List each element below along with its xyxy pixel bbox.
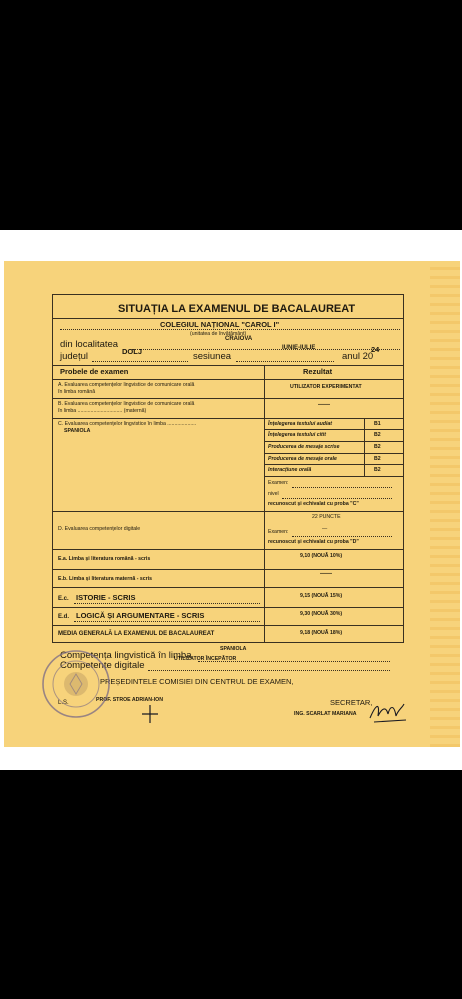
row-ec-subject: ISTORIE - SCRIS	[76, 593, 136, 602]
row-c-level-divider	[364, 418, 365, 476]
skill-line	[264, 441, 404, 442]
row-a-label-1: A. Evaluarea competențelor lingvistice de comunicare orală	[58, 382, 195, 388]
skill-line	[264, 453, 404, 454]
column-result-header: Rezultat	[303, 367, 333, 376]
competence-dig-dots	[148, 670, 390, 671]
row-b-label-1: B. Evaluarea competențelor lingvistice de comunicare orală	[58, 401, 195, 407]
row-ed-subject: LOGICĂ ȘI ARGUMENTARE - SCRIS	[76, 611, 205, 620]
paper-torn-edge	[430, 261, 460, 747]
school-caption: (unitatea de învățământ)	[190, 331, 247, 337]
skill-level: B2	[374, 467, 381, 473]
row-c-level-dots	[282, 498, 392, 499]
row-d-points: 22 PUNCTE	[312, 514, 341, 520]
competence-ling-label: Competența lingvistică în limba	[60, 650, 192, 661]
header-bottom-line	[52, 379, 404, 380]
average-result: 9,18 (NOUĂ 18%)	[300, 630, 343, 636]
county-value: DOLJ	[122, 347, 143, 356]
row-ea-result: 9,10 (NOUĂ 10%)	[300, 553, 343, 559]
row-ed-line	[52, 625, 404, 626]
row-ec-line	[52, 607, 404, 608]
row-eb-result: ——	[320, 571, 332, 577]
president-name: PROF. STROE ADRIAN-ION	[96, 697, 163, 703]
row-c-level-label: nivel	[268, 491, 279, 497]
row-b-result: ——	[318, 402, 330, 408]
row-b-line	[52, 418, 404, 419]
row-d-exam-dots	[292, 536, 392, 537]
row-d-line	[52, 549, 404, 550]
skill-name: Înțelegerea textului citit	[268, 432, 326, 438]
row-c-language: SPANIOLA	[64, 428, 91, 434]
competence-ling-value: SPANIOLA	[220, 646, 247, 652]
row-ea-label: E.a. Limba și literatura română - scris	[58, 556, 151, 562]
row-ec-dots	[74, 603, 260, 604]
skill-name: Producerea de mesaje scrise	[268, 444, 340, 450]
skill-level: B2	[374, 456, 381, 462]
locality-dotted-line	[132, 349, 400, 350]
row-d-dash: —	[322, 526, 328, 532]
row-a-label-2: în limba română	[58, 389, 96, 395]
president-signature	[138, 703, 162, 725]
skill-level: B2	[374, 444, 381, 450]
locality-value: CRAIOVA	[225, 336, 253, 342]
skill-name: Înțelegerea textului audiat	[268, 421, 332, 427]
row-a-line	[52, 398, 404, 399]
row-c-label: C. Evaluarea competențelor lingvistice în limba ....................	[58, 421, 197, 427]
average-label: MEDIA GENERALĂ LA EXAMENUL DE BACALAUREAT	[58, 631, 215, 637]
title-divider	[52, 318, 404, 319]
row-ed-prefix: E.d.	[58, 614, 70, 620]
row-b-label-2: în limba ............................... (maternă)	[58, 408, 147, 414]
secretary-signature	[368, 700, 410, 726]
ls-label: L.S.	[58, 700, 69, 706]
column-divider	[264, 365, 265, 643]
row-c-line	[52, 511, 404, 512]
county-label: județul	[60, 351, 88, 362]
skill-line	[264, 464, 404, 465]
row-eb-line	[52, 587, 404, 588]
locality-label: din localitatea	[60, 339, 119, 350]
school-name: COLEGIUL NAȚIONAL "CAROL I"	[160, 320, 280, 329]
school-dotted-line	[60, 329, 400, 330]
row-d-exam-label: Examen:	[268, 529, 289, 535]
skill-name: Producerea de mesaje orale	[268, 456, 337, 462]
session-value: IUNIE-IULIE	[282, 345, 316, 351]
competence-dig-label: Competențe digitale	[60, 660, 145, 671]
competence-dig-value: UTILIZATOR ÎNCEPĂTOR	[174, 656, 237, 662]
county-dotted-line	[92, 361, 188, 362]
row-c-exam-label: Examen:	[268, 480, 289, 486]
row-ea-line	[52, 569, 404, 570]
column-exams-header: Probele de examen	[60, 367, 129, 376]
skill-line	[264, 476, 404, 477]
skill-line	[264, 429, 404, 430]
document-title: SITUAȚIA LA EXAMENUL DE BACALAUREAT	[118, 303, 356, 315]
row-ec-prefix: E.c.	[58, 596, 69, 602]
secretary-label: SECRETAR,	[330, 698, 373, 707]
session-label: sesiunea	[193, 351, 232, 362]
year-label: anul 20	[342, 351, 374, 362]
skill-level: B2	[374, 432, 381, 438]
row-eb-label: E.b. Limba și literatura maternă - scris	[58, 576, 152, 582]
row-d-recognized: recunoscut și echivalat cu proba "D"	[268, 539, 359, 545]
year-value: 24	[371, 345, 380, 354]
row-ed-dots	[74, 621, 260, 622]
skill-name: Interacțiune orală	[268, 467, 312, 473]
secretary-name: ING. SCARLAT MARIANA	[294, 711, 357, 717]
row-c-exam-dots	[292, 487, 392, 488]
row-d-label: D. Evaluarea competențelor digitale	[58, 526, 141, 532]
president-label: PREȘEDINTELE COMISIEI DIN CENTRUL DE EXAMEN,	[100, 677, 294, 686]
session-dotted-line	[236, 361, 334, 362]
row-c-recognized: recunoscut și echivalat cu proba "C"	[268, 501, 359, 507]
row-ec-result: 9,15 (NOUĂ 15%)	[300, 593, 343, 599]
school-stamp	[40, 648, 112, 720]
skill-level: B1	[374, 421, 381, 427]
header-top-line	[52, 365, 404, 366]
row-ed-result: 9,30 (NOUĂ 30%)	[300, 611, 343, 617]
row-a-result: UTILIZATOR EXPERIMENTAT	[290, 384, 362, 390]
